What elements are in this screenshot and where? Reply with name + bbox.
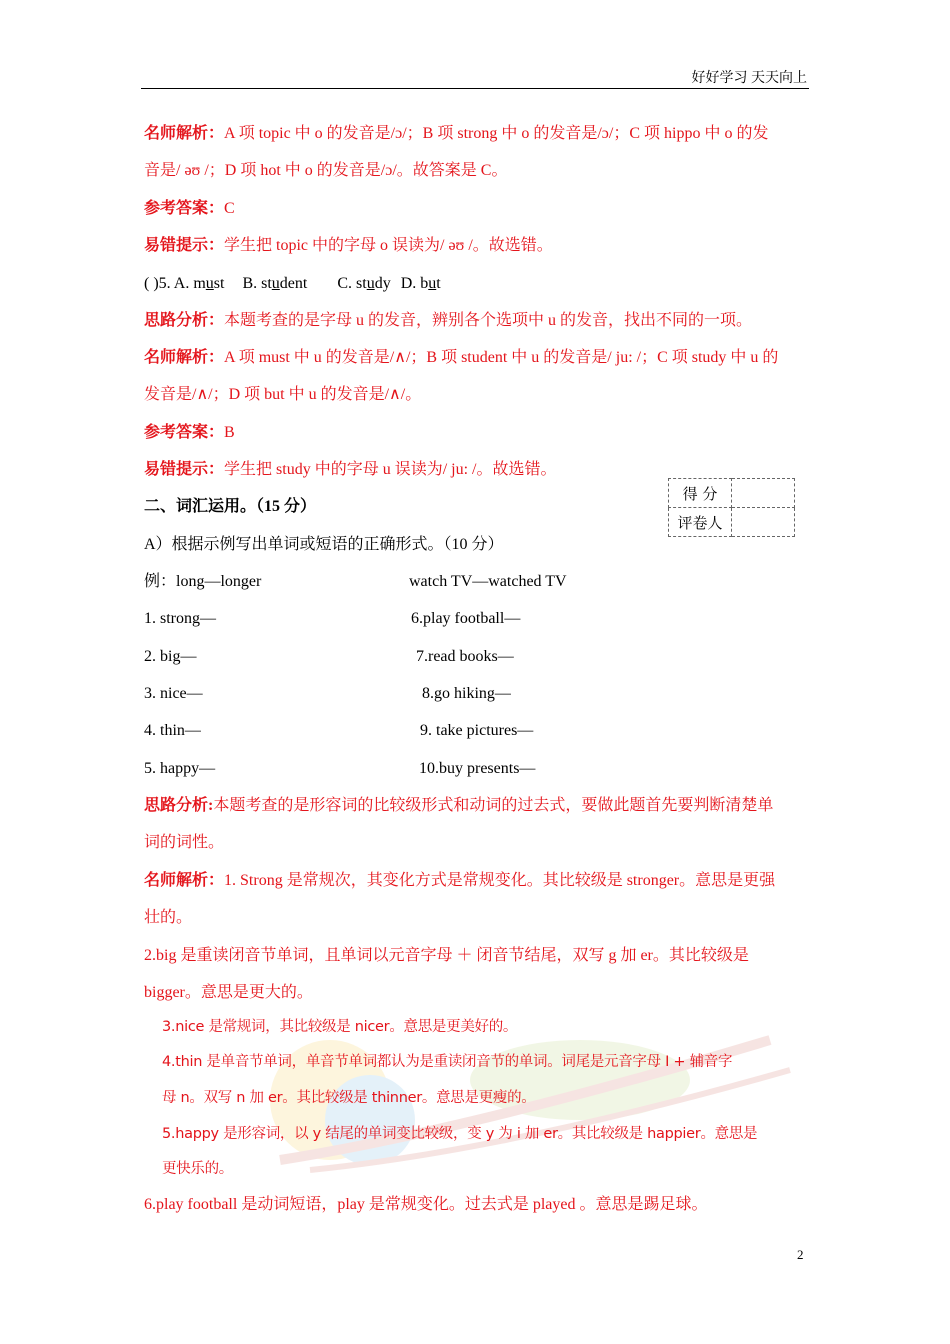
big-explanation-2: bigger。意思是更大的。 [144,984,313,1001]
score-box [668,478,795,537]
q5-teacher-line-1 [144,348,778,368]
q4-teacher-line-2: 音是/ əʊ /；D 项 hot 中 o 的发音是/ɔ/。故答案是 C。 [144,162,508,179]
example-left: 例：long—longer [144,573,262,590]
teacher-label: 名师解析： [144,349,225,366]
part-a-instruction: A）根据示例写出单词或短语的正确形式。（10 分） [144,536,504,553]
idea-label-2: 思路分析: [144,797,214,814]
s2-idea-text-1: 本题考查的是形容词的比较级形式和动词的过去式，要做此题首先要判断清楚单 [213,797,774,814]
grader-label: 评卷人 [669,508,732,537]
q4-answer: C [224,200,235,217]
q5-idea-text: 本题考查的是字母 u 的发音，辨别各个选项中 u 的发音，找出不同的一项。 [224,312,753,329]
item-6: 6.play football— [411,610,521,627]
example-right: watch TV—watched TV [409,573,567,590]
item-9: 9. take pictures— [420,722,534,739]
q4-answer-line [144,199,235,219]
s2-teacher-line-2: 壮的。 [144,909,193,926]
q5-d-pre: D. b [400,275,429,292]
score-field[interactable] [732,479,795,508]
s2-idea-line-1 [144,796,773,816]
teacher-label: 名师解析： [144,872,225,889]
answer-label: 参考答案： [144,200,225,217]
header-text: 好好学习 天天向上 [691,71,807,86]
teacher-label: 名师解析： [144,125,225,142]
page-number: 2 [797,1247,804,1262]
answer-label: 参考答案： [144,424,225,441]
q5-teacher-text-1: A 项 must 中 u 的发音是/∧/；B 项 student 中 u 的发音是/ ju: /；C 项 study 中 u 的 [224,349,779,366]
item-7: 7.read books— [416,648,514,665]
football-explanation: 6.play football 是动词短语，play 是常规变化。过去式是 played 。意思是踢足球。 [144,1196,708,1213]
q5-d-end: t [436,275,441,292]
q5-c-pre: C. st [337,275,367,292]
mistake-label: 易错提示： [144,461,225,478]
q5-answer-line [144,423,235,443]
section-2-title: 二、词汇运用。（15 分） [144,498,317,515]
q5-a-underlined: u [205,275,214,292]
q5-b-end: dent [279,275,308,292]
q4-mistake-text: 学生把 topic 中的字母 o 误读为/ əʊ /。故选错。 [224,237,553,254]
q5-mistake-line [144,460,556,480]
q5-stem [144,274,441,294]
big-explanation-1: 2.big 是重读闭音节单词，且单词以元音字母 ＋ 闭音节结尾，双写 g 加 er。其比较级是 [144,947,749,964]
page-header [141,64,809,89]
q5-b-underlined: u [271,275,280,292]
grader-field[interactable] [732,508,795,537]
thin-explanation-2: 母 n。双写 n 加 er。其比较级是 thinner。意思是更瘦的。 [162,1090,536,1106]
q4-mistake-line [144,236,553,256]
q5-d-underlined: u [428,275,437,292]
s2-teacher-text-1: 1. Strong 是常规次，其变化方式是常规变化。其比较级是 stronger。意思是更强 [224,872,776,889]
happy-explanation-1: 5.happy 是形容词，以 y 结尾的单词变比较级，变 y 为 i 加 er。其比较级是 happier。意思是 [162,1126,758,1142]
item-8: 8.go hiking— [422,685,511,702]
item-1: 1. strong— [144,610,216,627]
s2-idea-line-2: 词的词性。 [144,834,225,851]
s2-teacher-line-1 [144,871,775,891]
q5-idea-line [144,311,752,331]
q5-mistake-text: 学生把 study 中的字母 u 误读为/ ju: /。故选错。 [224,461,557,478]
idea-label: 思路分析： [144,312,225,329]
q5-teacher-line-2: 发音是/∧/；D 项 but 中 u 的发音是/∧/。 [144,386,422,403]
item-4: 4. thin— [144,722,201,739]
q5-c-end: dy [374,275,391,292]
item-5: 5. happy— [144,760,216,777]
thin-explanation-1: 4.thin 是单音节单词，单音节单词都认为是重读闭音节的单词。词尾是元音字母 I + 辅音字 [162,1054,733,1070]
q4-teacher-text-1: A 项 topic 中 o 的发音是/ɔ/；B 项 strong 中 o 的发音是/ɔ/；C 项 hippo 中 o 的发 [224,125,769,142]
q5-a-end: st [213,275,225,292]
item-2: 2. big— [144,648,197,665]
mistake-label: 易错提示： [144,237,225,254]
q5-b-pre: B. st [242,275,272,292]
item-3: 3. nice— [144,685,203,702]
q5-prefix: ( )5. A. m [144,275,206,292]
q5-answer: B [224,424,235,441]
nice-explanation: 3.nice 是常规词，其比较级是 nicer。意思是更美好的。 [162,1019,518,1035]
item-10: 10.buy presents— [419,760,536,777]
happy-explanation-2: 更快乐的。 [162,1161,233,1177]
q5-c-underlined: u [366,275,375,292]
score-label: 得 分 [669,479,732,508]
q4-teacher-line-1 [144,124,768,144]
